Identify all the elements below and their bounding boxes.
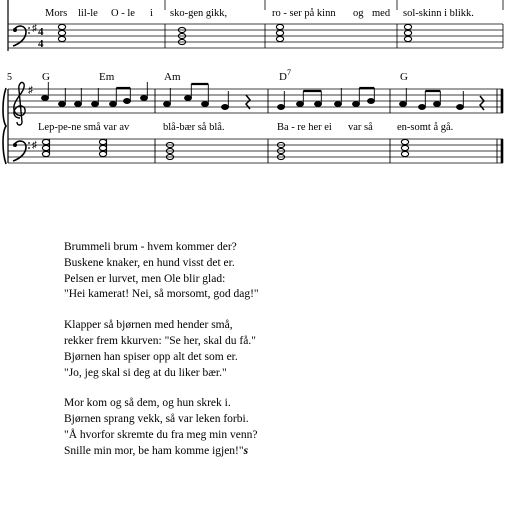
melody-notes <box>42 82 485 110</box>
chord-symbols <box>42 68 408 83</box>
verse-line: Bjørnen sprang vekk, så var leken forbi. <box>64 413 249 426</box>
treble-staff <box>8 89 503 113</box>
system-bracket <box>3 88 8 164</box>
verse-line: rekker frem kkurven: "Se her, skal du få." <box>64 334 256 347</box>
verse-line: Buskene knaker, en hund visst det er. <box>64 256 235 269</box>
measure-number: 5 <box>7 72 12 83</box>
verse-line: Klapper så bjørnen med hender små, <box>64 319 233 332</box>
verse-line-text: Snille min mor, be ham komme igjen!" <box>64 444 244 457</box>
stanza <box>64 318 484 381</box>
verse-line: "Hei kamerat! Nei, så morsomt, god dag!" <box>64 288 259 301</box>
chord-symbol: Em <box>99 71 115 83</box>
lyric: var så <box>348 122 373 133</box>
chord-symbol: G <box>400 71 408 83</box>
chord-superscript: 7 <box>286 68 291 77</box>
time-signature-bottom: 4 <box>38 38 44 50</box>
lyric: en-somt å gå. <box>397 122 454 133</box>
top-lyrics <box>45 8 474 19</box>
lyric: sko-gen gikk, <box>170 8 228 19</box>
verse-line: Mor kom og så dem, og hun skrek i. <box>64 397 231 410</box>
time-signature-top: 4 <box>38 26 44 38</box>
lyrics-line <box>38 122 453 133</box>
chord-symbol <box>279 68 291 83</box>
lyric: Ba - re her ei <box>277 122 332 133</box>
lyric: ro - ser på kinn <box>272 8 336 19</box>
verse-line: Pelsen er lurvet, men Ole blir glad: <box>64 272 226 285</box>
lyric: Lep-pe-ne små var av <box>38 122 130 133</box>
lyric: O - le <box>111 8 135 19</box>
bass-staff <box>8 139 503 163</box>
verse-line <box>64 444 484 460</box>
lyric: Mors <box>45 8 68 19</box>
verse-line: Brummeli brum - hvem kommer der? <box>64 241 237 253</box>
stanza <box>64 240 484 303</box>
lyric: sol-skinn i blikk. <box>403 8 474 19</box>
verses-block <box>64 240 484 475</box>
lyric: blå-bær så blå. <box>163 122 225 133</box>
chord-symbol: G <box>42 71 50 83</box>
chord-symbol: Am <box>164 71 181 83</box>
verse-line: "Jo, jeg skal si deg at du liker bær." <box>64 366 227 379</box>
stanza <box>64 396 484 459</box>
verse-line: "Å hvorfor skremte du fra meg min venn? <box>64 428 258 441</box>
chord-root: D <box>279 71 287 83</box>
sharp-sign: ♯ <box>32 23 37 34</box>
lyric: i <box>150 8 153 19</box>
end-mark: s <box>243 444 249 457</box>
top-chords <box>58 24 411 44</box>
verse-line: Bjørnen han spiser opp alt det som er. <box>64 350 238 363</box>
sharp-sign: ♯ <box>32 140 37 151</box>
lyric: og <box>353 8 364 19</box>
sharp-sign: ♯ <box>28 85 33 96</box>
lyric: med <box>372 8 391 19</box>
bass-chords <box>42 139 408 160</box>
lyric: lil-le <box>78 8 98 19</box>
sheet-music-score <box>0 0 510 180</box>
